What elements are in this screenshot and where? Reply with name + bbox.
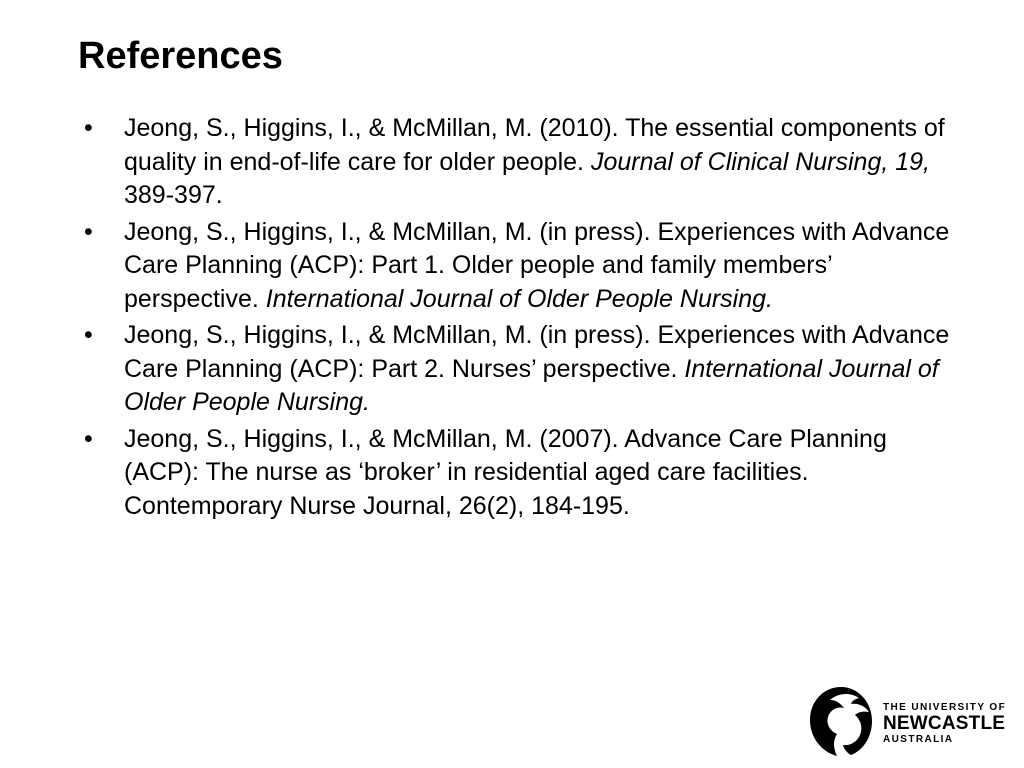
reference-lead: Jeong, S., Higgins, I., & McMillan, M. (2007). Advance Care Planning (ACP): The nurse as ‘broker’ in residential aged care facilities. Contemporary Nurse Journal, 26(2), 184-195. — [124, 424, 887, 520]
seahorse-crest-icon — [806, 684, 876, 758]
reference-journal: Journal of Clinical Nursing, 19, — [590, 147, 930, 176]
reference-journal: International Journal of Older People Nursing. — [124, 354, 939, 416]
reference-lead: Jeong, S., Higgins, I., & McMillan, M. (in press). Experiences with Advance Care Planning (ACP): Part 2. Nurses’ perspective. — [124, 321, 950, 383]
logo-line-australia: AUSTRALIA — [883, 734, 954, 745]
reference-trail: 389-397. — [124, 181, 223, 209]
reference-item — [84, 216, 964, 317]
reference-text — [124, 321, 949, 416]
reference-item — [84, 423, 964, 524]
reference-lead: Jeong, S., Higgins, I., & McMillan, M. (in press). Experiences with Advance Care Planning (ACP): Part 1. Older people and family members’ perspective. — [124, 217, 950, 313]
reference-text — [124, 218, 949, 313]
reference-journal: International Journal of Older People Nursing. — [265, 284, 773, 313]
logo-wordmark — [883, 702, 1006, 746]
reference-lead: Jeong, S., Higgins, I., & McMillan, M. (2010). The essential components of quality in end-of-life care for older people. — [124, 114, 945, 176]
reference-text — [124, 114, 945, 209]
bullet: • — [84, 114, 93, 142]
reference-list — [84, 112, 964, 526]
reference-item — [84, 319, 964, 420]
reference-text — [124, 425, 887, 520]
bullet: • — [84, 217, 93, 246]
reference-item — [84, 112, 964, 213]
logo-line-university: THE UNIVERSITY OF — [883, 702, 1007, 713]
bullet: • — [84, 424, 93, 453]
university-logo — [806, 684, 1006, 760]
bullet: • — [84, 321, 93, 349]
slide-title: References — [78, 35, 283, 77]
logo-line-newcastle: NEWCASTLE — [883, 713, 1006, 734]
